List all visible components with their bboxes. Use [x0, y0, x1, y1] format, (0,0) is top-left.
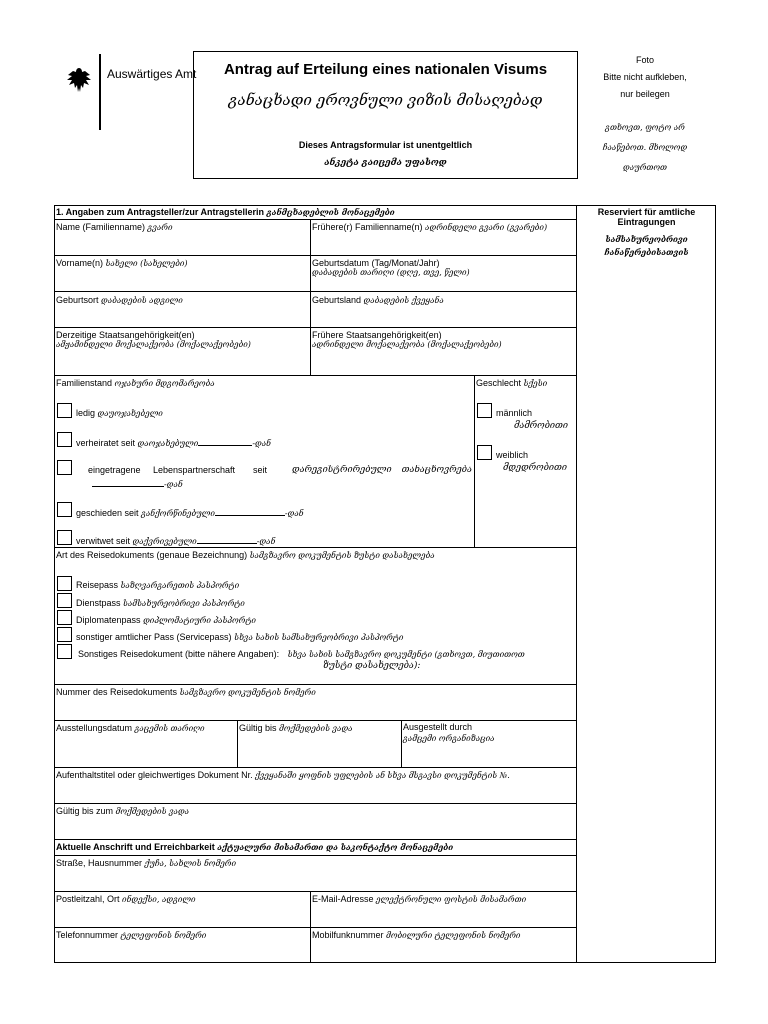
- row-line: [54, 839, 576, 840]
- field-pob-label: [56, 295, 183, 305]
- single-de: ledig: [76, 408, 96, 418]
- email-field[interactable]: [311, 906, 575, 926]
- form-title-de: Antrag auf Erteilung eines nationalen Visums: [223, 61, 548, 78]
- female-label-ka: მდედრობითი: [503, 463, 568, 473]
- marital-label-ka: ოჯახური მდგომარეობა: [114, 379, 215, 388]
- widowed-checkbox[interactable]: [57, 530, 72, 545]
- res-valid-label: [56, 806, 189, 816]
- female-label-de: weiblich: [496, 450, 529, 460]
- phone-label: [56, 930, 206, 940]
- divorced-de: geschieden seit: [76, 508, 139, 518]
- former-name-field[interactable]: [311, 234, 575, 254]
- dob-field[interactable]: [311, 280, 575, 290]
- married-ka: დაოჯახებული: [137, 439, 199, 448]
- passport-option-label: [76, 580, 239, 590]
- divorced-date-line[interactable]: [215, 507, 285, 516]
- res-valid-de: Gültig bis zum: [56, 806, 114, 816]
- issue-date-field[interactable]: [55, 736, 236, 766]
- valid-until-field[interactable]: [238, 736, 400, 766]
- marital-label-de: Familienstand: [56, 378, 113, 388]
- row-line: [54, 327, 576, 328]
- photo-note-ka: [590, 118, 700, 178]
- zip-field[interactable]: [55, 906, 309, 926]
- diplomatic-de: Diplomatenpass: [76, 615, 141, 625]
- issue-date-de: Ausstellungsdatum: [56, 723, 133, 733]
- valid-until-label: [239, 723, 353, 733]
- sex-label: [476, 378, 547, 388]
- single-checkbox[interactable]: [57, 403, 72, 418]
- official-passport-checkbox[interactable]: [57, 627, 72, 642]
- phone-de: Telefonnummer: [56, 930, 119, 940]
- divorced-checkbox[interactable]: [57, 502, 72, 517]
- passport-ka: საზღვარგარეთის პასპორტი: [120, 581, 240, 590]
- sex-label-ka: სქესი: [523, 379, 548, 388]
- row-line: [54, 767, 576, 768]
- issued-by-ka: გამცემი ორგანიზაცია: [403, 734, 495, 744]
- service-de: Dienstpass: [76, 598, 121, 608]
- divorced-ka: განქორწინებული: [141, 509, 215, 518]
- street-label: [56, 858, 236, 868]
- male-checkbox[interactable]: [477, 403, 492, 418]
- mobile-de: Mobilfunknummer: [312, 930, 384, 940]
- reserved-de-1: Reserviert für amtliche: [597, 207, 696, 217]
- row-line: [54, 291, 576, 292]
- photo-ka-3: დაურთოთ: [622, 163, 668, 172]
- reserved-ka-2: ჩანაწერებისათვის: [604, 247, 689, 257]
- official-de: sonstiger amtlicher Pass (Servicepass): [76, 632, 232, 642]
- eagle-logo-icon: [66, 66, 92, 96]
- reserved-label-ka: [577, 233, 716, 259]
- issued-by-field[interactable]: [402, 748, 575, 766]
- diplomatic-passport-label: [76, 615, 256, 625]
- field-name-label: [56, 222, 173, 232]
- former-nationality-field[interactable]: [311, 354, 575, 374]
- married-suffix: -დან: [252, 439, 271, 448]
- partnership-de-3: seit: [253, 465, 268, 475]
- issued-by-label: [403, 722, 495, 744]
- dob-label-de: Geburtsdatum (Tag/Monat/Jahr): [312, 258, 440, 268]
- photo-line-1: Foto: [635, 55, 654, 65]
- travel-doc-label-ka: სამგზავრო დოკუმენტის ზუსტი დასახელება: [249, 551, 435, 560]
- doc-number-ka: სამგზავრო დოკუმენტის ნომერი: [179, 688, 316, 697]
- issue-date-ka: გაცემის თარიღი: [134, 724, 205, 733]
- partnership-date-line[interactable]: [92, 478, 164, 487]
- zip-de: Postleitzahl, Ort: [56, 894, 120, 904]
- former-name-label-de: Frühere(r) Familienname(n): [312, 222, 423, 232]
- former-nat-label-de: Frühere Staatsangehörigkeit(en): [312, 330, 442, 340]
- married-option-label: [76, 437, 271, 448]
- address-header-ka: აქტუალური მისამართი და საკონტაქტო მონაცემები: [217, 842, 454, 852]
- diplomatic-ka: დიპლომატიური პასპორტი: [143, 616, 256, 625]
- photo-ka-2: ჩააწებოთ. მხოლოდ: [602, 143, 688, 152]
- row-line: [54, 547, 576, 548]
- travel-doc-label: [56, 550, 435, 560]
- married-de: verheiratet seit: [76, 438, 136, 448]
- cob-label-de: Geburtsland: [312, 295, 362, 305]
- field-dob-label: [312, 258, 470, 278]
- section1-header: [56, 207, 395, 217]
- form-title-ka: განაცხადი ეროვნული ვიზის მისაღებად: [228, 91, 543, 109]
- photo-line-3: nur beilegen: [620, 89, 670, 99]
- row-line: [54, 684, 576, 685]
- field-firstname-label: [56, 258, 188, 268]
- row-line: [54, 255, 576, 256]
- single-option-label: [76, 408, 163, 418]
- phone-field[interactable]: [55, 942, 309, 962]
- section1-header-de: 1. Angaben zum Antragsteller/zur Antragstellerin: [56, 207, 265, 217]
- male-label-de: männlich: [496, 408, 533, 418]
- residence-ka: ქვეყანაში ყოფნის უფლების ან სხვა მსგავსი დოკუმენტის №.: [255, 771, 510, 780]
- res-valid-ka: მოქმედების ვადა: [115, 807, 190, 816]
- service-passport-checkbox[interactable]: [57, 593, 72, 608]
- field-former-nat-label: [312, 330, 502, 350]
- other-document-checkbox[interactable]: [57, 644, 72, 659]
- widowed-ka: დაქვრივებული: [132, 537, 197, 546]
- cob-field[interactable]: [311, 306, 575, 326]
- col-line: [474, 375, 475, 547]
- female-checkbox[interactable]: [477, 445, 492, 460]
- residence-doc-label: [56, 770, 510, 780]
- sex-label-de: Geschlecht: [476, 378, 522, 388]
- field-nat-label: [56, 330, 251, 350]
- row-line: [54, 891, 576, 892]
- nationality-field[interactable]: [55, 354, 309, 374]
- name-label-ka: გვარი: [147, 223, 173, 232]
- partnership-suffix: -დან: [164, 480, 183, 489]
- former-nat-label-ka: ადრინდელი მოქალაქეობა (მოქალაქეობები): [312, 340, 502, 350]
- partnership-de-2: Lebenspartnerschaft: [153, 465, 236, 475]
- partnership-de-1: eingetragene: [88, 465, 141, 475]
- section1-header-ka: განმცხადებლის მონაცემები: [266, 207, 395, 217]
- pob-label-ka: დაბადების ადგილი: [101, 296, 183, 305]
- zip-label: [56, 894, 196, 904]
- widowed-option-label: [76, 535, 275, 546]
- widowed-suffix: -დან: [256, 537, 276, 546]
- nat-label-de: Derzeitige Staatsangehörigkeit(en): [56, 330, 195, 340]
- row-line: [54, 720, 576, 721]
- address-header-de: Aktuelle Anschrift und Erreichbarkeit: [56, 842, 215, 852]
- firstname-field[interactable]: [55, 270, 309, 290]
- married-checkbox[interactable]: [57, 432, 72, 447]
- street-field[interactable]: [55, 870, 575, 890]
- field-former-name-label: [312, 222, 547, 232]
- field-cob-label: [312, 295, 444, 305]
- marital-label: [56, 378, 215, 388]
- photo-note: [590, 52, 700, 103]
- diplomatic-passport-checkbox[interactable]: [57, 610, 72, 625]
- former-name-label-ka: ადრინდელი გვარი (გვარები): [425, 223, 548, 232]
- form-free-de: Dieses Antragsformular ist unentgeltlich: [298, 140, 473, 150]
- reserved-ka-1: სამსახურეობრივი: [605, 234, 688, 244]
- nat-label-ka: ამჟამინდელი მოქალაქეობა (მოქალაქეობები): [56, 340, 251, 350]
- photo-line-2: Bitte nicht aufkleben,: [603, 72, 687, 82]
- male-label-ka: მამრობითი: [514, 421, 569, 431]
- partnership-ka: დარეგისტრირებული თანაცხოვრება: [292, 465, 472, 475]
- name-label-de: Name (Familienname): [56, 222, 146, 232]
- street-ka: ქუჩა, სახლის ნომერი: [144, 859, 236, 868]
- residence-doc-field[interactable]: [55, 782, 575, 802]
- row-line: [54, 803, 576, 804]
- divorced-option-label: [76, 507, 304, 518]
- zip-ka: ინდექსი, ადგილი: [122, 895, 196, 904]
- row-line: [54, 375, 576, 376]
- reserved-de-2: Eintragungen: [617, 217, 676, 228]
- other-doc-ka-2: ზუსტი დასახელება):: [323, 661, 421, 671]
- partnership-date-row: [92, 478, 183, 489]
- res-valid-field[interactable]: [55, 818, 575, 838]
- service-ka: სამსახურეობრივი პასპორტი: [123, 599, 245, 608]
- travel-doc-label-de: Art des Reisedokuments (genaue Bezeichnung): [56, 550, 248, 560]
- service-passport-label: [76, 598, 245, 608]
- official-passport-label: [76, 632, 403, 642]
- form-free-ka: ანკეტა გაიცემა უფასოდ: [324, 158, 447, 168]
- residence-de: Aufenthaltstitel oder gleichwertiges Dokument Nr.: [56, 770, 253, 780]
- firstname-label-ka: სახელი (სახელები): [105, 259, 188, 268]
- married-date-line[interactable]: [198, 437, 252, 446]
- other-doc-ka: სხვა სახის სამგზავრო დოკუმენტი (გთხოვთ, მიუთითოთ: [287, 650, 525, 659]
- mobile-field[interactable]: [311, 942, 575, 962]
- issue-date-label: [56, 723, 205, 733]
- dob-label-ka: დაბადების თარიღი (დღე, თვე, წელი): [312, 268, 470, 278]
- email-ka: ელექტრონული ფოსტის მისამართი: [376, 895, 527, 904]
- row-line: [54, 219, 576, 220]
- other-doc-de: Sonstiges Reisedokument (bitte nähere Angaben):: [78, 649, 280, 659]
- name-field[interactable]: [55, 234, 309, 254]
- other-document-label: [78, 649, 575, 659]
- pob-label-de: Geburtsort: [56, 295, 99, 305]
- widowed-date-line[interactable]: [197, 535, 257, 544]
- pob-field[interactable]: [55, 306, 309, 326]
- phone-ka: ტელეფონის ნომერი: [120, 931, 207, 940]
- doc-number-label: [56, 687, 316, 697]
- passport-checkbox[interactable]: [57, 576, 72, 591]
- single-ka: დაუოჯახებელი: [97, 409, 163, 418]
- photo-ka-1: გთხოვთ, ფოტო არ: [605, 123, 685, 132]
- widowed-de: verwitwet seit: [76, 536, 131, 546]
- valid-until-de: Gültig bis: [239, 723, 277, 733]
- street-de: Straße, Hausnummer: [56, 858, 143, 868]
- mobile-label: [312, 930, 520, 940]
- row-line: [54, 927, 576, 928]
- official-ka: სხვა სახის სამსახურეობრივი პასპორტი: [234, 633, 404, 642]
- address-header: [56, 842, 453, 852]
- logo-divider: [99, 54, 101, 130]
- partnership-checkbox[interactable]: [57, 460, 72, 475]
- reserved-divider: [576, 205, 577, 963]
- email-de: E-Mail-Adresse: [312, 894, 374, 904]
- ministry-name: Auswärtiges Amt: [107, 67, 197, 81]
- issued-by-de: Ausgestellt durch: [403, 722, 473, 732]
- reserved-label: [577, 207, 716, 228]
- firstname-label-de: Vorname(n): [56, 258, 104, 268]
- passport-de: Reisepass: [76, 580, 119, 590]
- cob-label-ka: დაბადების ქვეყანა: [363, 296, 444, 305]
- email-label: [312, 894, 526, 904]
- mobile-ka: მობილური ტელეფონის ნომერი: [386, 931, 521, 940]
- doc-number-field[interactable]: [55, 699, 575, 719]
- valid-until-ka: მოქმედების ვადა: [279, 724, 353, 733]
- divorced-suffix: -დან: [284, 509, 304, 518]
- row-line: [54, 855, 576, 856]
- doc-number-de: Nummer des Reisedokuments: [56, 687, 178, 697]
